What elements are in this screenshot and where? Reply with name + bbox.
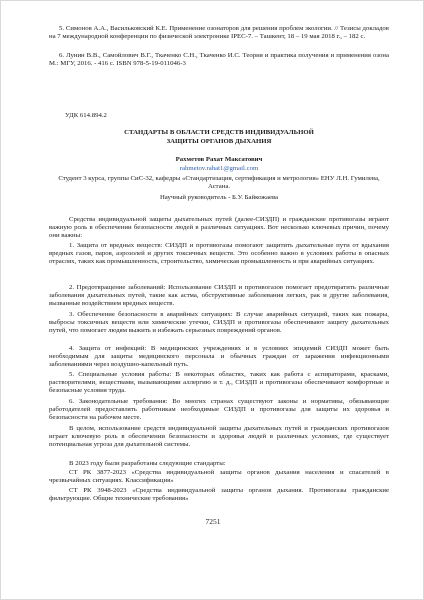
scientific-supervisor: Научный руководитель - Б.У. Байкожаева — [159, 194, 279, 201]
body-paragraph-1: 1. Защита от вредных веществ: СИЗДП и противогазы помогают защитить дыхательные пути от вдыхания вредных газов, паров, аэрозолей и других токсичных веществ. Это особенно важно в условиях работы в опасных отраслях, таких как промышленность, строительство, химическая промышленность и при аварийных ситуациях. — [49, 242, 389, 265]
reference-6: 6. Лунин В.В., Самойлович В.Г., Ткаченко С.Н., Ткаченко И.С. Теория и практика получения и применения озона М.: МГУ, 2016. - 416 с. ISBN 978-5-19-011046-3 — [49, 52, 389, 67]
standard-st-rk-3948: СТ РК 3948-2023 «Средства индивидуальной защиты органов дыхания. Противогазы гражданские фильтрующие. Общие технические требования» — [49, 487, 389, 502]
paper-title-line-2: ЗАЩИТЫ ОРГАНОВ ДЫХАНИЯ — [166, 138, 272, 145]
reference-5: 5. Симонов А.А., Васильковский К.Е. Применение озонаторов для решения проблем экологии. // Тезисы докладов на 7 международной конференции по физической электронике IPEC-7. – Ташкент, 18 – 19 мая 2018 г., – 182 с. — [49, 25, 389, 40]
body-paragraph-3: 3. Обеспечение безопасности в аварийных ситуациях: В случае аварийных ситуаций, таких как пожары, выбросы токсичных веществ или химические утечки, СИЗДП и противогазы обеспечивают защиту дыхательных путей, что помогает людям выжить и избежать серьезных повреждений органов. — [49, 311, 389, 334]
body-paragraph-5: 5. Специальные условия работы: В некоторых областях, таких как работа с аспираторами, красками, растворителями, веществами, вызывающими аллергию и т. д., СИЗДП и противогазы обеспечивают комфортные и безопасные условия труда. — [49, 371, 389, 394]
author-affiliation: Студент 3 курса, группы СиС-32, кафедры «Стандартизация, сертификация и метрология» ЕНУ Л.Н. Гумилева, Астана. — [58, 175, 380, 190]
paper-title-line-1: СТАНДАРТЫ В ОБЛАСТИ СРЕДСТВ ИНДИВИДУАЛЬНОЙ — [124, 129, 314, 136]
standard-st-rk-3877: СТ РК 3877-2023 «Средства индивидуальной защиты органов дыхания населения и спасателей в чрезвычайных ситуациях. Классификация» — [49, 469, 389, 484]
udc-code: УДК 614.894.2 — [65, 112, 107, 119]
author-name: Рахметов Рахат Максатович — [175, 156, 263, 163]
body-paragraph-4: 4. Защита от инфекций: В медицинских учреждениях и в условиях эпидемий СИЗДП может быть необходимым для защиты медицинского персонала и обычных граждан от заражения инфекционными заболеваниями через воздушно-капельный путь. — [49, 345, 389, 368]
author-email-link[interactable]: rahmetov.rahat1@gmail.com — [179, 165, 259, 172]
body-paragraph-2: 2. Предотвращение заболеваний: Использование СИЗДП и противогазов помогает предотвратить различные заболевания дыхательных путей, такие как астма, обструктивные заболевания легких, рак и другие заболевания, вызванные воздействием вредных веществ. — [49, 284, 389, 307]
body-paragraph-6: 6. Законодательные требования: Во многих странах существуют законы и нормативы, обязывающие работодателей предоставлять работникам необходимые СИЗДП и противогазы для защиты их здоровья и безопасности на рабочем месте. — [49, 398, 389, 421]
page-number: 7251 — [205, 517, 221, 526]
body-paragraph-intro: Средства индивидуальной защиты дыхательных путей (далее-СИЗДП) и гражданские противогазы играют важную роль в обеспечении безопасности людей в различных ситуациях. Вот несколько ключевых причин, почему они важны: — [49, 216, 389, 239]
body-paragraph-standards-intro: В 2023 году были разработаны следующие стандарты: — [69, 460, 226, 467]
body-paragraph-conclusion: В целом, использование средств индивидуальной защиты дыхательных путей и гражданских противогазов играет ключевую роль в обеспечении безопасности и здоровья людей в различных условиях, где существует потенциальная угроза для дыхательной системы. — [49, 425, 389, 448]
